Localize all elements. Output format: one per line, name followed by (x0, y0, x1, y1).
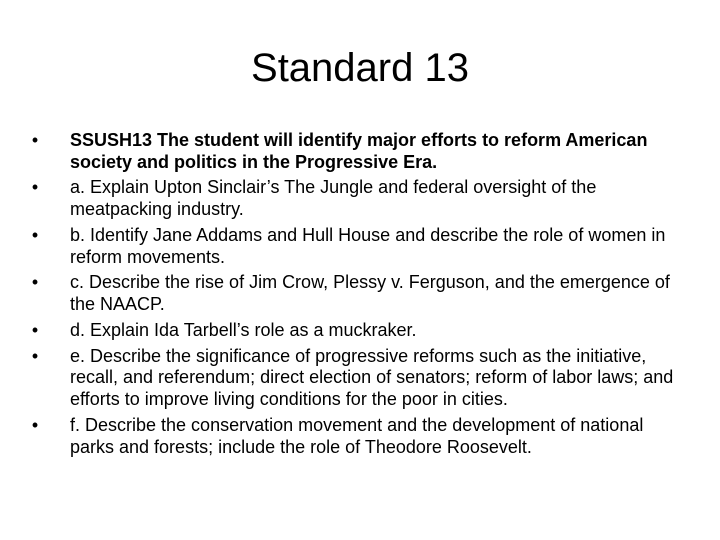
bullet-item-standard (28, 130, 678, 173)
bullet-text: a. Explain Upton Sinclair’s The Jungle and federal oversight of the meatpacking industry. (70, 177, 597, 220)
bullet-text: e. Describe the significance of progressive reforms such as the initiative, recall, and referendum; direct election of senators; reform of labor laws; and efforts to improve living conditions for the poor in cities. (70, 345, 674, 410)
bullet-item-c (28, 272, 678, 315)
bullet-icon: • (31, 272, 39, 293)
bullet-icon: • (31, 414, 39, 435)
bullet-text: f. Describe the conservation movement and the development of national parks and forests; include the role of Theodore Roosevelt. (70, 414, 644, 457)
bullet-item-f (28, 415, 678, 458)
bullet-item-a (28, 177, 678, 220)
bullet-text: SSUSH13 The student will identify major efforts to reform American society and politics in the Progressive Era. (70, 130, 648, 172)
bullet-item-b (28, 225, 678, 268)
bullet-list (28, 130, 678, 458)
bullet-icon: • (31, 177, 39, 198)
bullet-item-d (28, 320, 678, 342)
slide-title: Standard 13 (251, 46, 469, 90)
bullet-icon: • (31, 224, 39, 245)
bullet-text: c. Describe the rise of Jim Crow, Plessy v. Ferguson, and the emergence of the NAACP. (70, 272, 670, 315)
bullet-text: d. Explain Ida Tarbell’s role as a muckraker. (70, 319, 417, 340)
bullet-icon: • (31, 345, 39, 366)
bullet-item-e (28, 346, 678, 411)
bullet-text: b. Identify Jane Addams and Hull House and describe the role of women in reform movements. (70, 224, 666, 267)
bullet-icon: • (31, 130, 39, 150)
bullet-icon: • (31, 319, 39, 340)
